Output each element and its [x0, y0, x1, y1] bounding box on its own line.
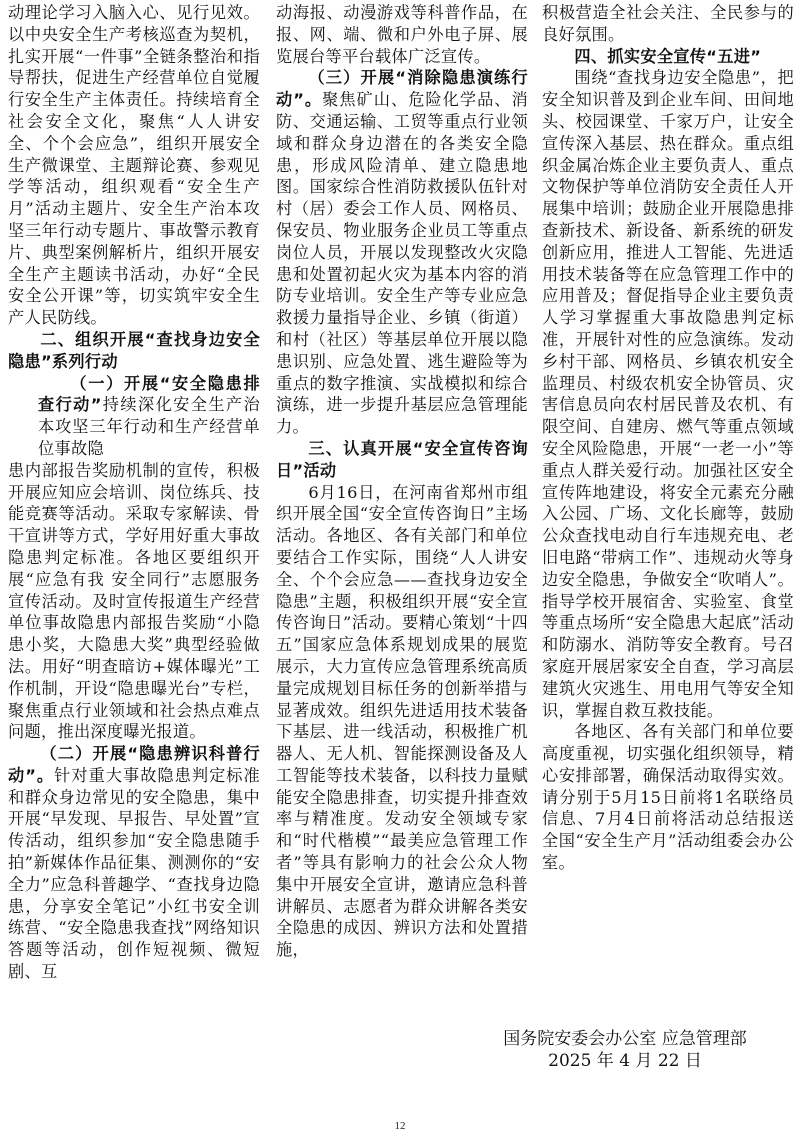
column-middle: [276, 2, 528, 961]
section-heading-2: 二、组织开展“查找身边安全隐患”系列行动: [8, 329, 260, 371]
paragraph-atmosphere: 积极营造全社会关注、全民参与的良好氛围。: [542, 3, 794, 44]
issue-date: 2025 年 4 月 22 日: [548, 1051, 702, 1071]
page-number: 12: [394, 1120, 406, 1132]
column-right: [542, 2, 794, 874]
paragraph-culture: 动理论学习入脑入心、见行见效。以中央安全生产考核巡查为契机，扎实开展“一件事”全链条整治和指导帮扶，促进生产经营单位自觉履行安全生产主体责任。持续培育全社会安全文化，聚焦“人人讲安全、个个会应急”，组织开展安全生产微课堂、主题辩论赛、参观见学等活动，组织观看“安全生产月”活动主题片、安全生产治本攻坚三年行动专题片、事故警示教育片、典型案例解析片，组织开展安全生产主题读书活动，办好“全民安全公开课”等，切实筑牢安全生产人民防线。: [8, 3, 260, 328]
paragraph-hazard-check: 患内部报告奖励机制的宣传，积极开展应知应会培训、岗位练兵、技能竞赛等活动。采取专家解读、骨干宣讲等方式，学好用好重大事故隐患判定标准。各地区要组织开展“应急有我 安全同行”志愿服务宣传活动。及时宣传报道生产经营单位事故隐患内部报告奖励“小隐患小奖，大隐患大奖”典型经验做法。用好“明查暗访+媒体曝光”工作机制，开设“隐患曝光台”专栏，聚焦重点行业领域和社会热点难点问题，推出深度曝光报道。: [8, 460, 260, 742]
paragraph-promotion: 动海报、动漫游戏等科普作品，在报、网、端、微和户外电子屏、展览展台等平台载体广泛宣传。: [276, 3, 528, 66]
paragraph-drill: 聚焦矿山、危险化学品、消防、交通运输、工贸等重点行业领域和群众身边潜在的各类安全隐患，形成风险清单、建立隐患地图。国家综合性消防救援队伍针对村（居）委会工作人员、网格员、保安员、物业服务企业员工等重点岗位人员，开展以发现整改火灾隐患和处置初起火灾为基本内容的消防专业培训。安全生产等专业应急救援力量指导企业、乡镇（街道）和村（社区）等基层单位开展以隐患识别、应急处置、逃生避险等为重点的数字推演、实战模拟和综合演练，进一步提升基层应急管理能力。: [276, 90, 528, 437]
document-signature: [470, 1028, 780, 1072]
section-heading-3: 三、认真开展“安全宣传咨询日”活动: [276, 438, 528, 480]
issuer-name: 国务院安委会办公室 应急管理部: [503, 1029, 747, 1049]
paragraph-requirements: 各地区、各有关部门和单位要高度重视，切实强化组织领导，精心安排部署，确保活动取得实效。请分别于5月15日前将1名联络员信息、7月4日前将活动总结报送全国“安全生产月”活动组委会办公室。: [542, 722, 794, 873]
paragraph-consultation-day: 6月16日，在河南省郑州市组织开展全国“安全宣传咨询日”主场活动。各地区、各有关部门和单位要结合工作实际，围绕“人人讲安全、个个会应急——查找身边安全隐患”主题，积极组织开展“安全宣传咨询日”活动。要精心策划“十四五”国家应急体系规划成果的展览展示，大力宣传应急管理系统高质量完成规划目标任务的创新举措与显著成效。组织先进适用技术装备下基层、进一线活动，积极推广机器人、无人机、智能探测设备及人工智能等技术装备，以科技力量赋能安全隐患排查，切实提升排查效率与精准度。发动安全领域专家和“时代楷模”“最美应急管理工作者”等具有影响力的社会公众人物集中开展安全宣讲，邀请应急科普讲解员、志愿者为群众讲解各类安全隐患的成因、辨识方法和处置措施，: [276, 482, 528, 960]
subsection-title-1: （一）开展“安全隐患排查行动”: [38, 373, 260, 415]
paragraph-hazard-science: 针对重大事故隐患判定标准和群众身边常见的安全隐患，集中开展“早发现、早报告、早处置”宣传活动，组织参加“安全隐患随手拍”新媒体作品征集、测测你的“安全力”应急科普趣学、“查找身边隐患，分享安全笔记”小红书安全训练营、“安全隐患我查找”网络知识答题等活动，创作短视频、微短剧、互: [8, 765, 260, 982]
subsection-title-3: （三）开展“消除隐患演练行动”。: [276, 68, 528, 110]
subsection-title-2: （二）开展“隐患辨识科普行动”。: [8, 744, 260, 785]
paragraph-five-into: 围绕“查找身边安全隐患”，把安全知识普及到企业车间、田间地头、校园课堂、千家万户，让安全宣传深入基层、热在群众。重点组织金属冶炼企业主要负责人、重点文物保护等单位消防安全责任人开展集中培训；鼓励企业开展隐患排查新技术、新设备、新系统的研发创新应用，推进人工智能、先进适用技术装备等在应急管理工作中的应用普及；督促指导企业主要负责人学习掌握重大事故隐患判定标准，开展针对性的应急演练。发动乡村干部、网格员、乡镇农机安全监理员、村级农机安全协管员、灾害信息员向农村居民普及农机、有限空间、自建房、燃气等重点领域安全风险隐患，开展“一老一小”等重点人群关爱行动。加强社区安全宣传阵地建设，将安全元素充分融入公园、广场、文化长廊等，鼓励公众查找电动自行车违规充电、老旧电路“带病工作”、违规动火等身边安全隐患，争做安全“吹哨人”。指导学校开展宿舍、实验室、食堂等重点场所“安全隐患大起底”活动和防溺水、消防等安全教育。号召家庭开展居家安全自查，学习高层建筑火灾逃生、用电用气等安全知识，掌握自救互救技能。: [542, 68, 794, 720]
column-left: [8, 2, 260, 983]
section-heading-4: 四、抓实安全宣传“五进”: [574, 46, 762, 66]
subsection-lead-1: 持续深化安全生产治本攻坚三年行动和生产经营单位事故隐: [38, 395, 260, 458]
